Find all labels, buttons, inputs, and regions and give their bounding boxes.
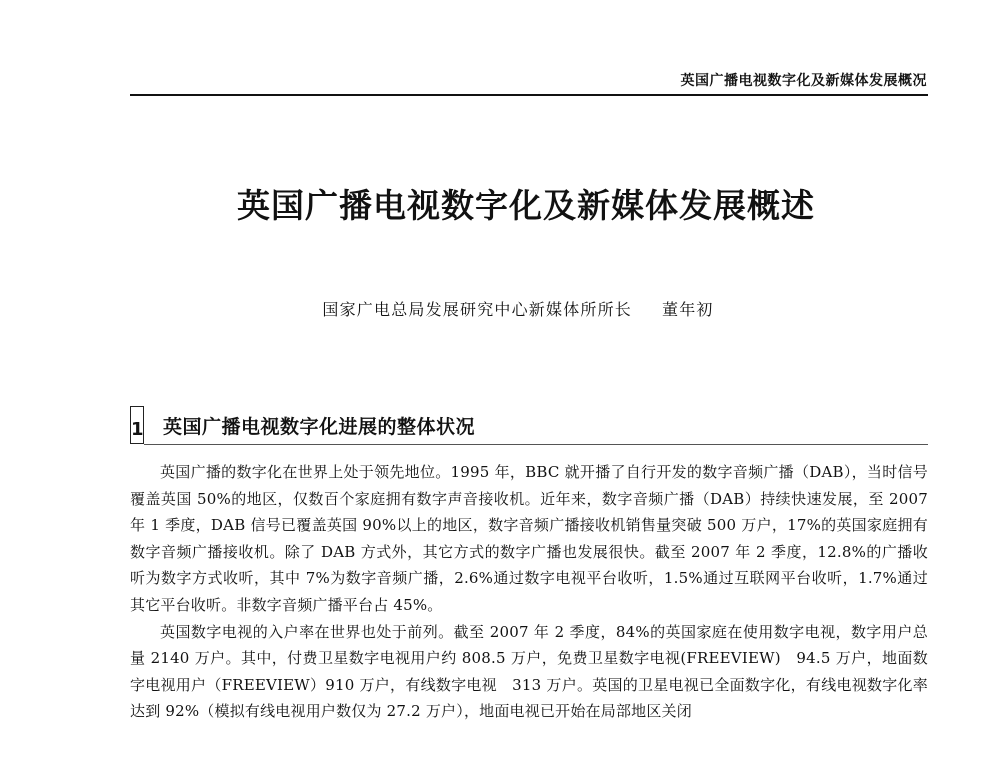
section-heading <box>130 405 475 445</box>
author-line <box>0 297 1000 320</box>
author-affiliation: 国家广电总局发展研究中心新媒体所所长 <box>322 300 632 319</box>
article-title: 英国广播电视数字化及新媒体发展概述 <box>237 186 815 225</box>
header-rule <box>130 94 928 96</box>
author-name: 董年初 <box>662 300 714 319</box>
section-title: 英国广播电视数字化进展的整体状况 <box>163 415 476 438</box>
body-text <box>130 459 928 725</box>
paragraph: 英国广播的数字化在世界上处于领先地位。1995 年，BBC 就开播了自行开发的数字音频广播（DAB），当时信号覆盖英国 50%的地区，仅数百个家庭拥有数字声音接收机。近年来，数字音频广播（DAB）持续快速发展，至 2007 年 1 季度，DAB 信号已覆盖英国 90%以上的地区，数字音频广播接收机销售量突破 500 万户，17%的英国家庭拥有数字音频广播接收机。除了 DAB 方式外，其它方式的数字广播也发展很快。截至 2007 年 2 季度，12.8%的广播收听为数字方式收听，其中 7%为数字音频广播，2.6%通过数字电视平台收听，1.5%通过互联网平台收听，1.7%通过其它平台收听。非数字音频广播平台占 45%。 <box>130 463 928 614</box>
section-rule <box>144 444 928 445</box>
paragraph: 英国数字电视的入户率在世界也处于前列。截至 2007 年 2 季度，84%的英国家庭在使用数字电视，数字用户总量 2140 万户。其中，付费卫星数字电视用户约 808.5 万户，免费卫星数字电视(FREEVIEW) 94.5 万户，地面数字电视用户（FREEVIEW）910 万户，有线数字电视 313 万户。英国的卫星电视已全面数字化，有线电视数字化率达到 92%（模拟有线电视用户数仅为 27.2 万户），地面电视已开始在局部地区关闭 <box>130 622 928 721</box>
running-header: 英国广播电视数字化及新媒体发展概况 <box>680 73 927 89</box>
section-number: 1 <box>130 406 144 444</box>
